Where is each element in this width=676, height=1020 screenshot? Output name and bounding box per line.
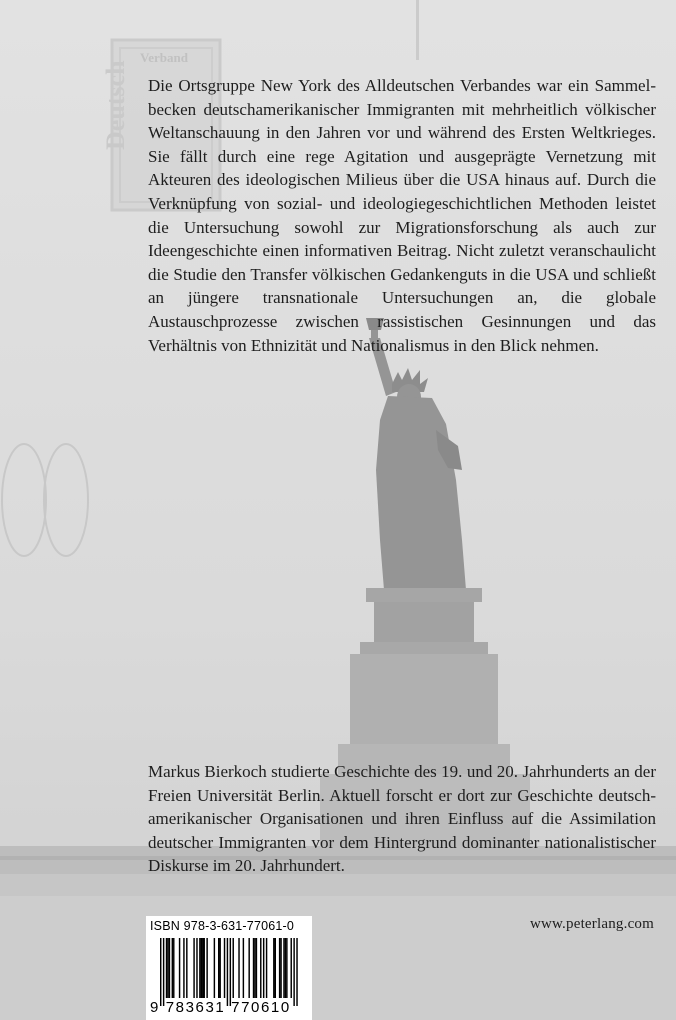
barcode-bar xyxy=(201,938,202,998)
barcode-bar xyxy=(199,938,200,998)
isbn-barcode-box xyxy=(146,916,312,1020)
barcode-bar xyxy=(286,938,287,998)
barcode-bar xyxy=(160,938,161,1006)
barcode-bar xyxy=(279,938,280,998)
book-description: Die Ortsgruppe New York des Alldeutschen Verbandes war ein Sammelbecken deutschamerikanischer Immigranten mit mehrheitlich völkischer Weltanschauung in den Jahren vor und während des Ersten Weltkrieges. Sie fällt durch eine rege Agitation und ausgeprägte Vernetzung mit Akteuren des ideologischen Milieus über die USA hinaus auf. Durch die Verknüpfung von sozial- und ideologiegeschichtlichen Methoden leistet die Untersuchung sowohl zur Migrationsforschung als auch zur Ideengeschichte einen informativen Beitrag. Nicht zuletzt veranschaulicht die Studie den Transfer völkischen Gedankenguts in die USA und schließt an jüngere transnationale Untersuchungen an, die globale Austauschprozesse zwischen rassistischen Gesinnungen und das Verhältnis von Ethnizität und Nationalismus in den Blick nehmen. xyxy=(148,76,656,355)
barcode-bar xyxy=(179,938,180,998)
barcode-bar xyxy=(227,938,228,1006)
barcode-bar xyxy=(293,938,294,1006)
barcode-bar xyxy=(238,938,239,998)
barcode-bar xyxy=(254,938,255,998)
barcode-bar xyxy=(173,938,174,998)
barcode-bar xyxy=(167,938,168,998)
barcode-bar xyxy=(263,938,264,998)
barcode-bar xyxy=(230,938,231,1006)
barcode-bar xyxy=(204,938,205,998)
barcode-bar xyxy=(219,938,220,998)
barcode-bar xyxy=(256,938,257,998)
barcode-digits: 9 783631 770610 xyxy=(150,999,291,1016)
barcode-bar xyxy=(163,938,164,1006)
barcode-bar xyxy=(273,938,274,998)
barcode-bar xyxy=(283,938,284,998)
barcode-bar xyxy=(260,938,261,998)
barcode-bar xyxy=(280,938,281,998)
barcode-bar xyxy=(186,938,187,998)
barcode-bar xyxy=(166,938,167,998)
stamp-label: Verband xyxy=(140,50,188,65)
barcode-bar xyxy=(275,938,276,998)
barcode-bar xyxy=(243,938,244,998)
barcode-bar xyxy=(202,938,203,998)
barcode-bar xyxy=(169,938,170,998)
publisher-url[interactable]: www.peterlang.com xyxy=(529,916,654,932)
barcode-bar xyxy=(196,938,197,998)
author-bio: Markus Bierkoch studierte Geschichte des 19. und 20. Jahrhunderts an der Freien Universität Berlin. Aktuell forscht er dort zur Geschichte deutschamerikanischer Organisationen und ihren Einfluss auf die Assimilation deutscher Immigranten vor dem Hintergrund dominanter nationalistischer Diskurse im 20. Jahrhundert. xyxy=(148,762,656,876)
barcode-bar xyxy=(291,938,292,998)
barcode-bar xyxy=(296,938,297,1006)
barcode-bar xyxy=(253,938,254,998)
barcode-bar xyxy=(214,938,215,998)
barcode-bar xyxy=(224,938,225,998)
barcode-bar xyxy=(193,938,194,998)
svg-text:Deutsch: Deutsch xyxy=(101,60,130,150)
barcode-bar xyxy=(218,938,219,998)
barcode-bar xyxy=(172,938,173,998)
barcode-bar xyxy=(266,938,267,998)
barcode-bar xyxy=(233,938,234,998)
isbn-label: ISBN 978-3-631-77061-0 xyxy=(150,919,295,933)
barcode-bar xyxy=(206,938,207,998)
barcode-bar xyxy=(285,938,286,998)
barcode-bar xyxy=(183,938,184,998)
barcode-bar xyxy=(248,938,249,998)
